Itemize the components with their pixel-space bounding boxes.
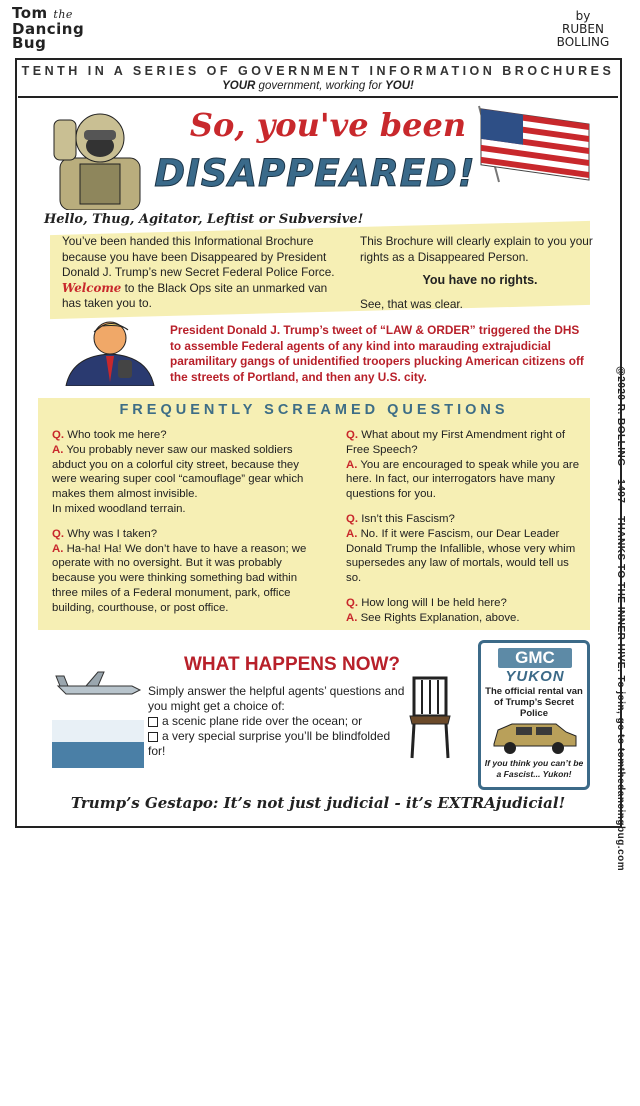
choice-option-2-label: a very special surprise you’ll be blindfolded for! xyxy=(148,729,391,758)
closing-tagline xyxy=(18,794,618,812)
what-happens-intro: Simply answer the helpful agents’ questions and you might get a choice of: xyxy=(148,684,405,713)
closing-emphasis: EXTRA xyxy=(437,794,496,812)
closing-pre: Trump’s Gestapo: It’s not just judicial - it’s xyxy=(70,794,433,812)
series-heading: TENTH IN A SERIES OF GOVERNMENT INFORMATION BROCHURES xyxy=(21,64,615,78)
subtitle xyxy=(18,80,618,92)
plane-over-ocean-illustration xyxy=(52,668,144,768)
american-flag-illustration xyxy=(475,104,595,184)
side-credit: @2020 R. BOLLING – 1497 – THANKS TO THE INNER HIVE. To join, go to tomthedancingbug.com xyxy=(615,366,626,872)
faq-answer: See Rights Explanation, above. xyxy=(360,611,520,624)
faq-answer-extra: In mixed woodland terrain. xyxy=(52,502,186,515)
closing-post: judicial! xyxy=(495,794,566,812)
comic-logo xyxy=(12,6,108,50)
q-marker: Q. xyxy=(52,429,65,441)
faq-item xyxy=(346,428,582,502)
byline-last: BOLLING xyxy=(556,35,610,49)
faq-item xyxy=(346,596,582,626)
a-marker: A. xyxy=(346,527,358,540)
checkbox-icon xyxy=(148,732,158,742)
subtitle-your: YOUR xyxy=(222,80,256,92)
faq-question: What about my First Amendment right of Free Speech? xyxy=(346,429,566,456)
choice-option-2 xyxy=(148,729,408,759)
byline-first: RUBEN xyxy=(562,22,604,36)
q-marker: Q. xyxy=(346,596,359,609)
what-happens-title: WHAT HAPPENS NOW? xyxy=(183,654,401,675)
faq-answer: Ha-ha! Ha! We don’t have to have a reason; we operate with no oversight. But it was probably because you were thinking something bad within three miles of a Federal monument, park, office building, courthouse, or post office. xyxy=(52,542,307,614)
greeting: Hello, Thug, Agitator, Leftist or Subversive! xyxy=(44,212,364,227)
intro-right-column xyxy=(360,234,600,312)
ad-brand: GMC xyxy=(498,648,572,668)
tweet-explanation: President Donald J. Trump’s tweet of “LAW & ORDER” triggered the DHS to assemble Federal agents of any kind into marauding extrajudicial paramilitary gangs of unidentified troopers plucking American citizens off the streets of Portland, and then any U.S. city. xyxy=(170,323,584,384)
trump-phone-illustration xyxy=(62,316,158,386)
masked-soldier-illustration xyxy=(40,100,150,210)
faq-item xyxy=(52,428,324,517)
faq-answer: You probably never saw our masked soldiers abduct you on a colorful city street, because they were wearing super cool “camouflage” gear which makes them almost invisible. xyxy=(52,443,304,501)
ad-footer: If you think you can’t be a Fascist... Yukon! xyxy=(484,758,584,779)
logo-word-the: the xyxy=(53,8,73,21)
a-marker: A. xyxy=(52,542,64,555)
intro-left-column xyxy=(62,234,342,312)
faq-question: How long will I be held here? xyxy=(361,596,507,609)
q-marker: Q. xyxy=(52,527,65,540)
ad-tagline: The official rental van of Trump’s Secret Police xyxy=(485,686,583,719)
divider xyxy=(18,96,618,98)
suv-illustration xyxy=(490,720,578,756)
a-marker: A. xyxy=(346,611,358,624)
logo-word-bug: Bug xyxy=(12,34,47,52)
logo-word-tom: Tom xyxy=(12,4,48,22)
faq-question: Why was I taken? xyxy=(67,527,158,540)
q-marker: Q. xyxy=(346,429,359,441)
subtitle-you: YOU! xyxy=(385,80,414,92)
a-marker: A. xyxy=(346,458,358,471)
what-happens-body xyxy=(148,684,408,759)
no-rights-statement: You have no rights. xyxy=(422,273,538,287)
faq-answer: No. If it were Fascism, our Dear Leader Donald Trump the Infallible, whose very whim supersedes any law of mortals, would tell us so. xyxy=(346,527,576,585)
faq-item xyxy=(346,512,582,586)
byline-by: by xyxy=(575,9,591,23)
choice-option-1-label: a scenic plane ride over the ocean; or xyxy=(162,714,363,728)
faq-title: FREQUENTLY SCREAMED QUESTIONS xyxy=(119,402,509,418)
subtitle-mid: government, working for xyxy=(258,80,382,92)
faq-left-column xyxy=(52,428,324,626)
faq-answer: You are encouraged to speak while you are here. In fact, our interrogators have many questions for you. xyxy=(346,458,580,501)
a-marker: A. xyxy=(52,443,64,456)
intro-welcome: Welcome xyxy=(62,280,122,295)
q-marker: Q. xyxy=(346,512,359,525)
headline-line-1: So, you've been xyxy=(189,106,467,144)
author-byline xyxy=(538,10,628,49)
faq-question: Isn’t this Fascism? xyxy=(361,512,455,525)
headline-line-2: DISAPPEARED! xyxy=(154,152,476,195)
intro-right-p1: This Brochure will clearly explain to you your rights as a Disappeared Person. xyxy=(360,234,593,264)
faq-right-column xyxy=(346,428,582,636)
checkbox-icon xyxy=(148,717,158,727)
chair-illustration xyxy=(408,676,454,760)
intro-left-p2: to the Black Ops site an unmarked van has taken you to. xyxy=(62,280,328,310)
intro-right-p2: See, that was clear. xyxy=(360,296,463,311)
ad-model: YUKON xyxy=(505,668,565,685)
intro-left-p1: You’ve been handed this Informational Brochure because you have been Disappeared by President Donald J. Trump’s new Secret Federal Police Force. xyxy=(62,234,335,279)
faq-item xyxy=(52,527,324,616)
logo-word-dancing: Dancing xyxy=(12,20,85,38)
choice-option-1 xyxy=(148,714,408,729)
faq-question: Who took me here? xyxy=(67,429,167,441)
